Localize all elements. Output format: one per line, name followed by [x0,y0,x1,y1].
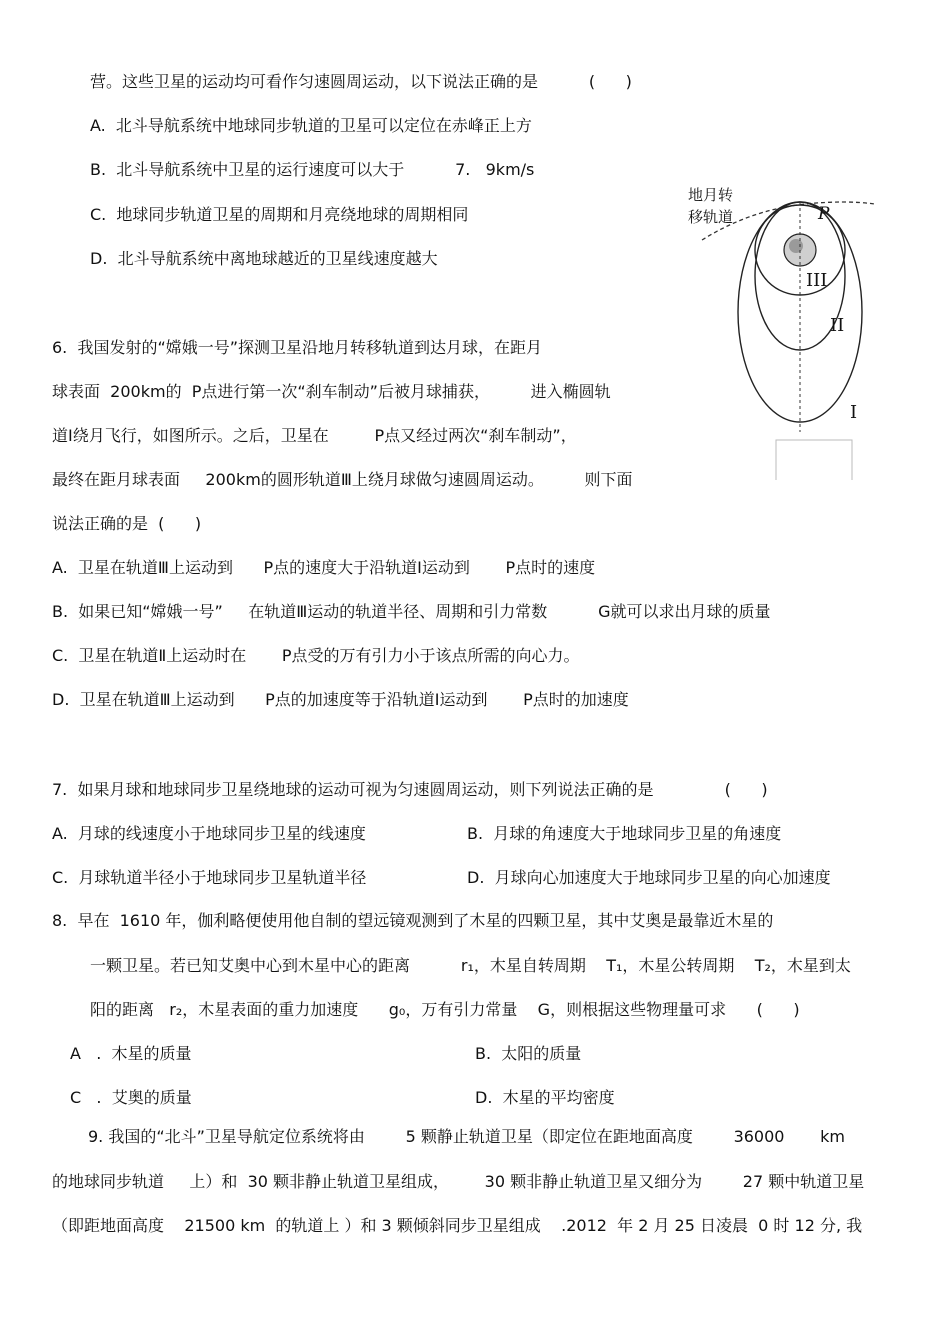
q8-stem-line-1: 8. 早在 1610 年，伽利略便使用他自制的望远镜观测到了木星的四颗卫星，其中艾奥是最靠近木星的 [52,911,774,930]
moon-shading [789,239,803,253]
q8-stem-line-2: 一颗卫星。若已知艾奥中心到木星中心的距离 r₁，木星自转周期 T₁，木星公转周期 T₂，木星到太 [90,956,851,975]
q9-stem-line-2: 的地球同步轨道 上）和 30 颗非静止轨道卫星组成， 30 颗非静止轨道卫星又细分为 27 颗中轨道卫星 [52,1172,865,1191]
q5-stem: 营。这些卫星的运动均可看作匀速圆周运动，以下说法正确的是 ( ) [90,72,632,91]
q7-stem: 7. 如果月球和地球同步卫星绕地球的运动可视为匀速圆周运动，则下列说法正确的是 ( ) [52,780,768,799]
q8-option-c: C . 艾奥的质量 [70,1088,192,1107]
transfer-orbit-label-2: 移轨道 [688,208,734,226]
orbit-1-label: I [850,402,858,423]
q7-option-b: B. 月球的角速度大于地球同步卫星的角速度 [467,824,782,843]
q6-option-c: C. 卫星在轨道Ⅱ上运动时在 P点受的万有引力小于该点所需的向心力。 [52,646,580,665]
q6-stem-line-5: 说法正确的是 ( ) [52,514,202,533]
q7-option-c: C. 月球轨道半径小于地球同步卫星轨道半径 [52,868,367,887]
transfer-orbit-label-1: 地月转 [688,186,734,204]
q7-option-d: D. 月球向心加速度大于地球同步卫星的向心加速度 [467,868,831,887]
q6-stem-line-1: 6. 我国发射的“嫦娥一号”探测卫星沿地月转移轨道到达月球，在距月 [52,338,543,357]
q8-option-d: D. 木星的平均密度 [475,1088,615,1107]
q5-option-b: B. 北斗导航系统中卫星的运行速度可以大于 7. 9km/s [90,160,535,179]
q6-option-a: A. 卫星在轨道Ⅲ上运动到 P点的速度大于沿轨道Ⅰ运动到 P点时的速度 [52,558,596,577]
q5-option-c: C. 地球同步轨道卫星的周期和月亮绕地球的周期相同 [90,205,469,224]
q5-option-d: D. 北斗导航系统中离地球越近的卫星线速度越大 [90,249,438,268]
q7-option-a: A. 月球的线速度小于地球同步卫星的线速度 [52,824,366,843]
point-p-label: P [818,204,830,224]
orbit-3-label: III [806,270,828,291]
q9-stem-line-3: （即距地面高度 21500 km 的轨道上 ）和 3 颗倾斜同步卫星组成 .2012 年 2 月 25 日凌晨 0 时 12 分, 我 [52,1216,863,1235]
q6-option-b: B. 如果已知“嫦娥一号” 在轨道Ⅲ运动的轨道半径、周期和引力常数 G就可以求出月球的质量 [52,602,771,621]
figure-frame [776,440,852,480]
q6-stem-line-4: 最终在距月球表面 200km的圆形轨道Ⅲ上绕月球做匀速圆周运动。 则下面 [52,470,633,489]
q8-option-b: B. 太阳的质量 [475,1044,582,1063]
q6-option-d: D. 卫星在轨道Ⅲ上运动到 P点的加速度等于沿轨道Ⅰ运动到 P点时的加速度 [52,690,629,709]
q9-stem-line-1: 9. 我国的“北斗”卫星导航定位系统将由 5 颗静止轨道卫星（即定位在距地面高度 36000 km [88,1127,845,1146]
orbit-diagram [680,180,880,490]
q8-stem-line-3: 阳的距离 r₂，木星表面的重力加速度 g₀，万有引力常量 G，则根据这些物理量可求 ( ) [90,1000,800,1019]
q6-stem-line-2: 球表面 200km的 P点进行第一次“刹车制动”后被月球捕获， 进入椭圆轨 [52,382,611,401]
q5-option-a: A. 北斗导航系统中地球同步轨道的卫星可以定位在赤峰正上方 [90,116,532,135]
q6-stem-line-3: 道Ⅰ绕月飞行，如图所示。之后，卫星在 P点又经过两次“刹车制动”， [52,426,577,445]
orbit-2-label: II [830,315,845,336]
q8-option-a: A . 木星的质量 [70,1044,192,1063]
